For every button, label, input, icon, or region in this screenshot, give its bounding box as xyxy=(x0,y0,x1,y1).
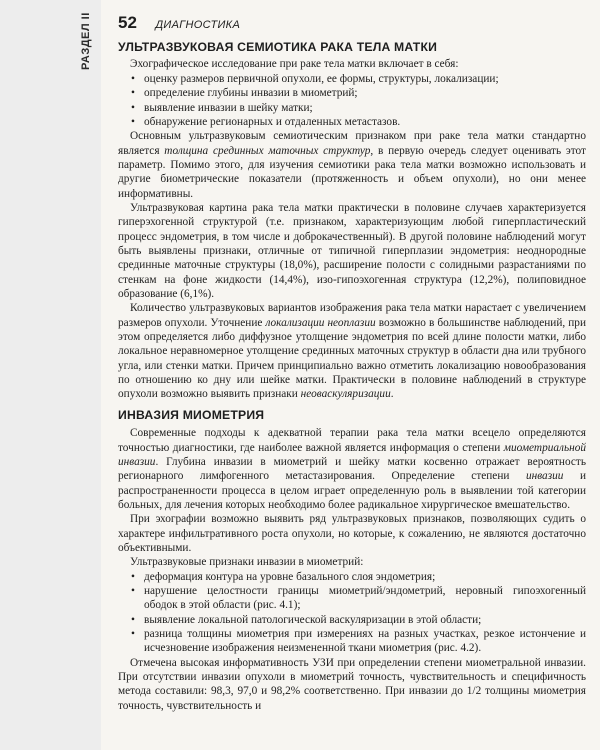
text-run: Количество ультразвуковых вариантов изображения рака тела матки нарастает с увеличением размеров опухоли. Уточнение xyxy=(118,302,586,329)
text-run: , в первую очередь следует оценивать этот параметр. Помимо этого, для изучения семиотики рака тела матки возможно использовать и другие биометрические показатели (протяженность и объем опухоли), но они менее информативны. xyxy=(118,144,586,200)
paragraph: Ультразвуковые признаки инвазии в миометрий: xyxy=(130,556,364,569)
paragraph xyxy=(118,129,586,201)
list-item: • оценку размеров первичной опухоли, ее формы, структуры, локализации; xyxy=(144,72,586,86)
list-item: • выявление инвазии в шейку матки; xyxy=(144,101,586,115)
list-item: • нарушение целостности границы миометрий/эндометрий, неровный гипоэхогенный ободок в этой области (рис. 4.1); xyxy=(144,584,586,613)
bullet-list-examination xyxy=(118,72,586,129)
list-item: • определение глубины инвазии в миометрий; xyxy=(144,86,586,100)
paragraph: Ультразвуковая картина рака тела матки практически в половине случаев характеризуется гиперэхогенной структурой (т.е. признаком, характеризующим любой гиперпластический процесс эндометрия, в том числе и доброкачественный). В другой половине наблюдений могут быть выявлены признаки, отличные от типичной гиперплазии эндометрия: неоднородные срединные маточные структуры (18,0%), расширение полости с солидными разрастаниями по стенкам на фоне жидкости (14,4%), изо-гипоэхогенная структура (12,2%), полиповидное образование (6,1%). xyxy=(118,201,586,300)
text-run: возможно в большинстве наблюдений, при этом определяется либо диффузное утолщение эндометрия по всей длине полости матки, либо локальное неравномерное утолщение срединных маточных структур в области дна или трубного угла, или стенки матки. Причем принципиально важно отметить локализацию новообразования по отношению ко дну или шейке матки. Практически в половине наблюдений в структуре опухоли возможно выявить признаки xyxy=(118,316,586,401)
list-item: • обнаружение регионарных и отдаленных метастазов. xyxy=(144,115,586,129)
emphasis: локализации неоплазии xyxy=(265,316,376,329)
section-side-tab xyxy=(0,0,101,750)
paragraph: При эхографии возможно выявить ряд ультразвуковых признаков, позволяющих судить о характере инфильтративного роста опухоли, но которые, к сожалению, не являются достаточно объективными. xyxy=(118,513,586,554)
paragraph: Эхографическое исследование при раке тела матки включает в себя: xyxy=(130,58,459,71)
text-run: . xyxy=(390,388,394,401)
emphasis: миометриальной инвазии xyxy=(118,441,586,468)
page-body xyxy=(118,40,586,713)
text-run: и распространенности процесса в целом играет определенную роль в выявлении той категории больных, для лечения которых необходимо более радикальное хирургическое вмешательство. xyxy=(118,470,586,511)
list-item: • деформация контура на уровне базального слоя эндометрия; xyxy=(144,570,586,584)
emphasis: толщина срединных маточных структур xyxy=(164,144,371,157)
paragraph xyxy=(118,301,586,401)
page-header xyxy=(118,13,240,33)
section-title-invasion: ИНВАЗИЯ МИОМЕТРИЯ xyxy=(118,407,265,422)
section-label: РАЗДЕЛ II xyxy=(80,12,92,70)
text-run: . Глубина инвазии в миометрий и шейку матки косвенно отражает вероятность регионарного лимфогенного метастазирования. Определение степени xyxy=(118,455,586,483)
running-head: ДИАГНОСТИКА xyxy=(155,19,241,31)
list-item: • выявление локальной патологической васкуляризации в этой области; xyxy=(144,613,586,627)
bullet-list-invasion-signs xyxy=(118,570,586,656)
page-number: 52 xyxy=(118,13,137,32)
section-title-semiotics: УЛЬТРАЗВУКОВАЯ СЕМИОТИКА РАКА ТЕЛА МАТКИ xyxy=(118,40,438,54)
list-item: • разница толщины миометрия при измерениях на разных участках, резкое истончение и исчезновение изображения неизмененной ткани миометрия (рис. 4.2). xyxy=(144,627,586,656)
text-run: Основным ультразвуковым семиотическим признаком при раке тела матки стандартно является xyxy=(118,130,586,157)
emphasis: инвазии xyxy=(525,470,564,483)
text-run: Современные подходы к адекватной терапии рака тела матки всецело определяются точностью диагностики, где наиболее важной является информация о степени xyxy=(118,427,586,454)
paragraph: Отмечена высокая информативность УЗИ при определении степени миометральной инвазии. При отсутствии инвазии опухоли в миометрий точность, чувствительность и специфичность метода составили: 98,3, 97,0 и 98,2% соответственно. При инвазии до 1/2 толщины миометрия точность, чувствительность и xyxy=(118,656,586,712)
paragraph xyxy=(118,426,586,512)
emphasis: неоваскуляризации xyxy=(300,388,391,401)
